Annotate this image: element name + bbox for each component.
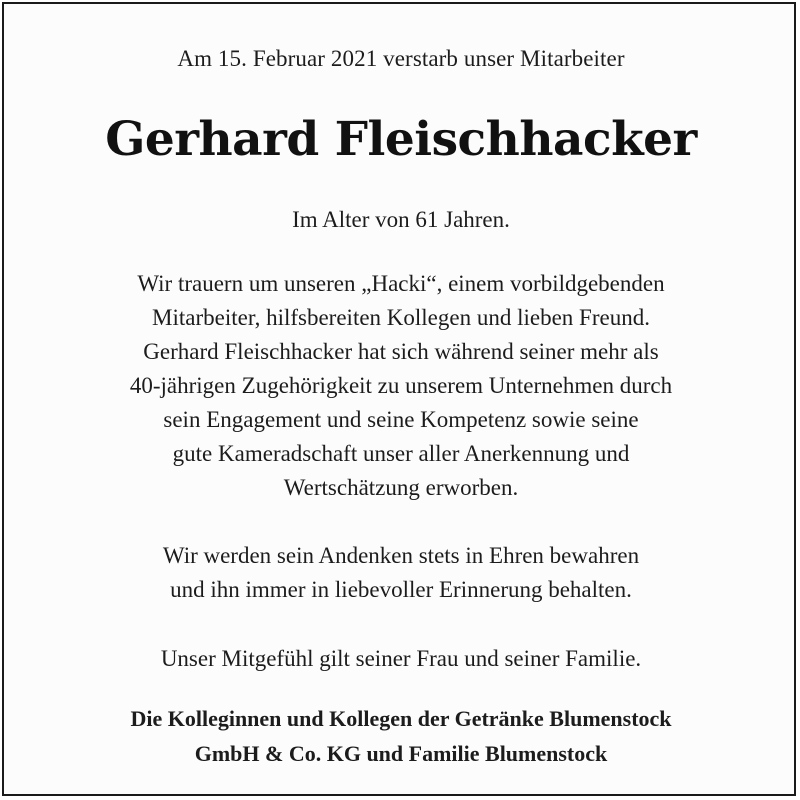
tribute-line: Gerhard Fleischhacker hat sich während seiner mehr als — [143, 339, 659, 364]
signature-block — [4, 701, 798, 771]
remembrance-line: Wir werden sein Andenken stets in Ehren bewahren — [162, 543, 640, 568]
tribute-paragraph — [4, 267, 798, 505]
tribute-line: gute Kameradschaft unser aller Anerkennung und — [172, 441, 630, 466]
tribute-line: Mitarbeiter, hilfsbereiten Kollegen und lieben Freund. — [152, 305, 650, 330]
signature-line: Die Kolleginnen und Kollegen der Getränke Blumenstock — [130, 706, 672, 731]
tribute-line: Wertschätzung erworben. — [283, 475, 519, 500]
remembrance-paragraph — [4, 539, 798, 607]
condolence-line: Unser Mitgefühl gilt seiner Frau und seiner Familie. — [160, 646, 642, 671]
intro-line: Am 15. Februar 2021 verstarb unser Mitarbeiter — [177, 46, 625, 71]
obituary-notice — [2, 2, 796, 796]
tribute-line: sein Engagement und seine Kompetenz sowie seine — [163, 407, 639, 432]
tribute-line: Wir trauern um unseren „Hacki“, einem vorbildgebenden — [137, 271, 665, 296]
remembrance-line: und ihn immer in liebevoller Erinnerung behalten. — [170, 577, 632, 602]
signature-line: GmbH & Co. KG und Familie Blumenstock — [194, 741, 608, 766]
age-line: Im Alter von 61 Jahren. — [292, 207, 510, 232]
tribute-line: 40-jährigen Zugehörigkeit zu unserem Unternehmen durch — [129, 373, 673, 398]
deceased-name: Gerhard Fleischhacker — [105, 112, 697, 167]
condolence-paragraph — [4, 642, 798, 676]
